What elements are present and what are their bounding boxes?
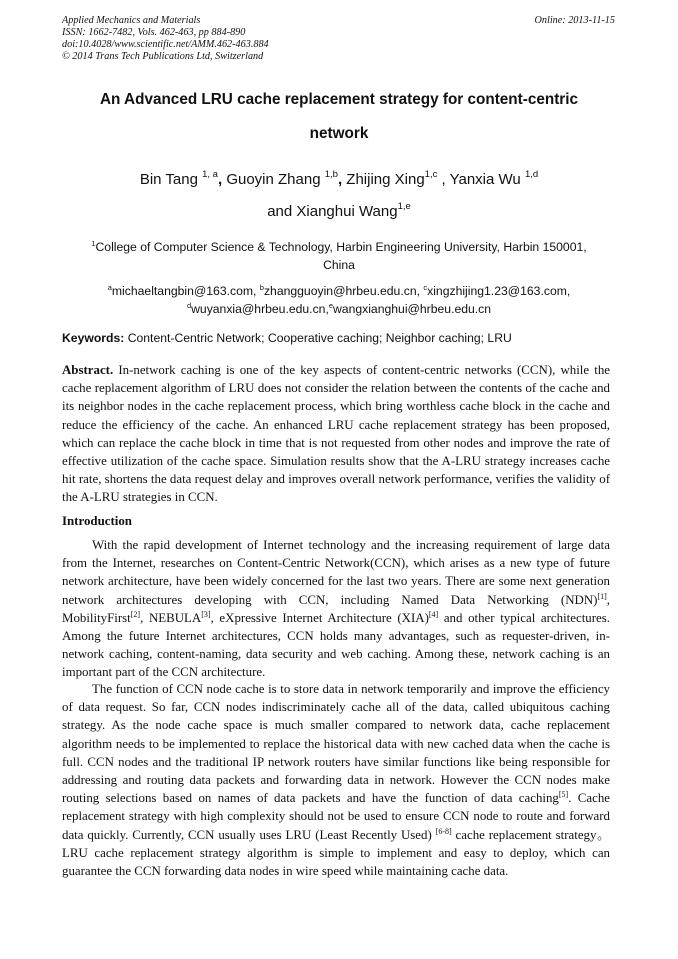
intro-paragraph-2: The function of CCN node cache is to store data in network temporarily and improve the efficiency of data request. So far, CCN nodes indiscriminately cache all of the data, called ubiquitous caching strategy. As the node cache space is much smaller compared to network data, cache replacement algorithm needs to be implemented to replace the historical data with new cached data when the cache is full. CCN nodes and the traditional IP network routers have similar functions like being responsible for addressing and routing data packets and forwarding data in network. However the CCN nodes make routing selections based on names of data packets and have the function of data caching[5]. Cache replacement strategy with high complexity should not be used to ensure CCN node to route and forward data quickly. Currently, CCN usually uses LRU (Least Recently Used) [6-8] cache replacement strategy。 LRU cache replacement strategy algorithm is simple to implement and easy to deploy, which can guarantee the CCN forwarding data nodes in wire speed while maintaining cache data. (62, 682, 610, 879)
journal-header (62, 15, 269, 63)
author-name: Bin Tang (139, 171, 198, 188)
email-address: xingzhijing1.23@163.com, (427, 284, 571, 298)
intro-paragraph-1: With the rapid development of Internet technology and the increasing requirement of large data from the Internet, researches on Content-Centric Network(CCN), which arises as a new type of future network architecture, have been widely concerned for the last two years. There are some next generation network architectures developing with CCN, including Named Data Networking (NDN)[1], MobilityFirst[2], NEBULA[3], eXpressive Internet Architecture (XIA)[4] and other typical architectures. Among the future Internet architectures, CCN holds many advantages, such as requester-driven, in-network caching, content-naming, data security and web caching. Among these, network caching is an important part of the CCN architecture. (62, 538, 610, 680)
abstract-text: In-network caching is one of the key aspects of content-centric networks (CCN), while the cache replacement algorithm of LRU does not consider the relation between the contents of the cache and its neighbor nodes in the cache replacement process, which bring worthless cache block in the cache and reduce the efficiency of the cache. An enhanced LRU cache replacement strategy has been proposed, which can replace the cache block in time that is not requested from other nodes and improve the rate of effective utilization of the cache space. Simulation results show that the A-LRU strategy increases cache hit rate, shortens the data request delay and improves overall network performance, verifies the validity of the A-LRU strategies in CCN. (62, 363, 610, 505)
copyright-line: © 2014 Trans Tech Publications Ltd, Switzerland (62, 51, 264, 62)
affiliation-text: College of Computer Science & Technology, Harbin Engineering University, Harbin 150001, (95, 240, 587, 254)
online-date: Online: 2013-11-15 (534, 15, 615, 26)
abstract-label: Abstract. (62, 363, 114, 377)
author-sup: 1,e (397, 201, 411, 212)
author-sup: 1,c (424, 169, 438, 180)
keywords (62, 331, 618, 345)
author-name: Zhijing Xing (346, 171, 425, 188)
issn-line: ISSN: 1662-7482, Vols. 462-463, pp 884-890 (62, 27, 246, 38)
author-sup: 1, a (202, 169, 218, 180)
keywords-label: Keywords: (62, 331, 125, 345)
author-list-line-2: and Xianghui Wang$^{1,e}$ (267, 201, 411, 220)
email-address: wuyanxia@hrbeu.edu.cn, (191, 302, 329, 316)
citation-ref: [2] (130, 609, 141, 619)
section-heading-introduction: Introduction (62, 514, 132, 528)
email-address: wangxianghui@hrbeu.edu.cn (333, 302, 492, 316)
journal-name: Applied Mechanics and Materials (62, 15, 201, 26)
email-address: zhangguoyin@hrbeu.edu.cn, (263, 284, 420, 298)
citation-ref: [5] (558, 790, 569, 800)
author-sup: 1,d (524, 169, 539, 180)
author-name: Guoyin Zhang (226, 171, 321, 188)
author-name: Xianghui Wang (296, 203, 398, 220)
author-list: Bin Tang $^{1, a}$, Guoyin Zhang $^{1,b}$, Zhijing Xing$^{1,c}$ , Yanxia Wu $^{1,d}$ (139, 169, 539, 188)
affiliation (62, 238, 616, 274)
citation-ref: [6-8] (435, 826, 452, 836)
abstract (62, 361, 610, 507)
doi-line: doi:10.4028/www.scientific.net/AMM.462-463.884 (62, 39, 269, 50)
paper-title-line-1: An Advanced LRU cache replacement strategy for content-centric (99, 91, 578, 108)
citation-ref: [4] (428, 609, 439, 619)
citation-ref: [1] (597, 591, 607, 601)
author-name: Yanxia Wu (449, 171, 521, 188)
email-address: michaeltangbin@163.com, (111, 284, 257, 298)
affiliation-sup: 1 (91, 239, 96, 248)
email-list: $^a$michaeltangbin@163.com, $^b$zhangguoyin@hrbeu.edu.cn, $^c$xingzhijing1.23@163.com, $^d$wuyanxia@hrbeu.edu.cn,$^e$wangxianghui@hrbeu.edu.cn (107, 283, 571, 316)
affiliation-country: China (323, 258, 355, 272)
keywords-text: Content-Centric Network; Cooperative caching; Neighbor caching; LRU (127, 331, 512, 345)
citation-ref: [3] (201, 609, 211, 619)
author-sup: 1,b (324, 169, 338, 180)
paper-title-line-2: network (309, 125, 369, 142)
